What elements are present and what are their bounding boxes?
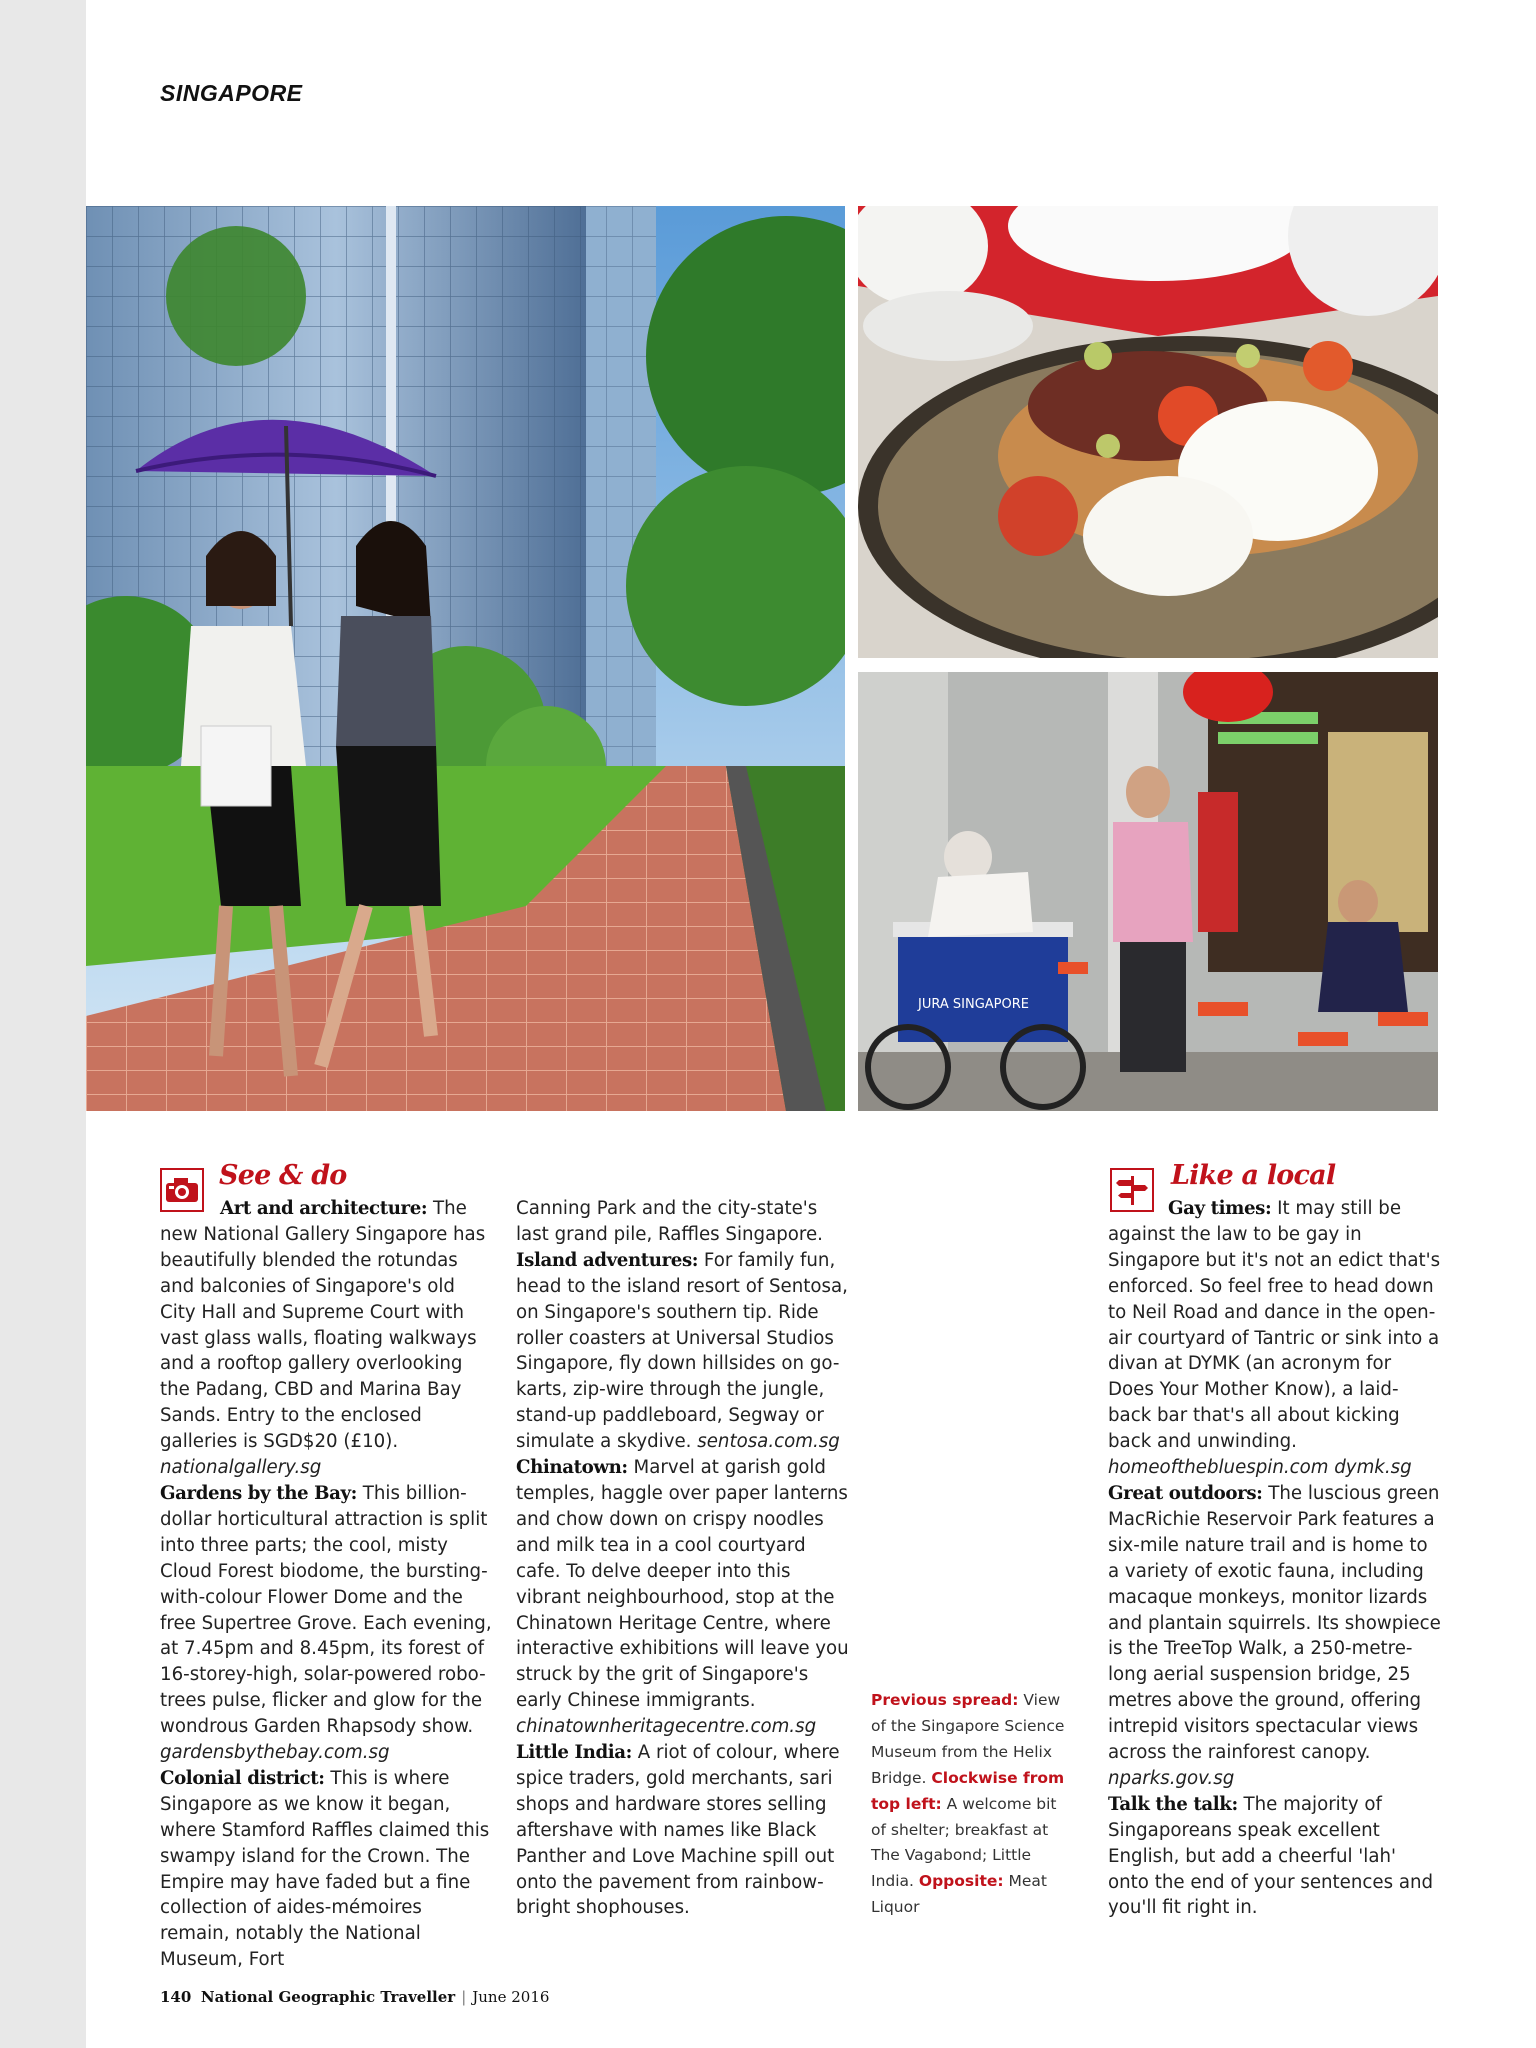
paragraph-talk-talk: Talk the talk: The majority of Singaporeans speak excellent English, but add a cheerful 'lah' onto the end of your sentences and you'll fit right in. — [1108, 1793, 1434, 1919]
footer-separator: | — [461, 1988, 467, 2006]
section-label: SINGAPORE — [160, 80, 303, 106]
paragraph-great-outdoors: Great outdoors: The luscious green MacRichie Reservoir Park features a six-mile nature trail and is home to a variety of exotic fauna, including macaque monkeys, monitor lizards and plantain squirrels. Its showpiece is the TreeTop Walk, a 250-metre-long aerial suspension bridge, 25 metres above the ground, offering intrepid visitors spectacular views across the rainforest canopy. nparks.gov.sg — [1108, 1482, 1441, 1789]
colonial-continued: Canning Park and the city-state's last grand pile, Raffles Singapore. — [516, 1198, 823, 1245]
paragraph-colonial-continued — [516, 1196, 851, 1248]
photo-little-india — [858, 672, 1438, 1111]
paragraph-chinatown: Chinatown: Marvel at garish gold temples, haggle over paper lanterns and chow down on crispy noodles and milk tea in a cool courtyard cafe. To delve deeper into this vibrant neighbourhood, stop at the Chinatown Heritage Centre, where interactive exhibitions will leave you struck by the grit of Singapore's early Chinese immigrants. chinatownheritagecentre.com.sg — [516, 1457, 849, 1738]
page-footer — [160, 1988, 549, 2006]
photo-caption: Previous spread: View of the Singapore Science Museum from the Helix Bridge. Clockwise from top left: A welcome bit of shelter; breakfast at The Vagabond; Little India. Opposite: Meat Liquor — [871, 1691, 1065, 1917]
paragraph-little-india: Little India: A riot of colour, where spice traders, gold merchants, sari shops and hardware stores selling aftershave with names like Black Panther and Love Machine spill out onto the pavement from rainbow-bright shophouses. — [516, 1742, 840, 1919]
publication-name: National Geographic Traveller — [200, 1988, 456, 2006]
link[interactable]: sentosa.com.sg — [697, 1431, 840, 1453]
photo-umbrella-walk — [86, 206, 845, 1111]
paragraph-art-architecture: Art and architecture: The new National Gallery Singapore has beautifully blended the rotundas and balconies of Singapore's old City Hall and Supreme Court with vast glass walls, floating walkways and a rooftop gallery overlooking the Padang, CBD and Marina Bay Sands. Entry to the enclosed galleries is SGD$20 (£10). nationalgallery.sg — [160, 1198, 486, 1479]
see-do-column-2 — [516, 1196, 851, 1921]
link[interactable]: chinatownheritagecentre.com.sg — [516, 1716, 817, 1738]
link[interactable]: gardensbythebay.com.sg — [160, 1742, 390, 1764]
link[interactable]: nationalgallery.sg — [160, 1457, 322, 1479]
page-number: 140 — [160, 1988, 192, 2006]
paragraph-island-adventures: Island adventures: For family fun, head to the island resort of Sentosa, on Singapore's southern tip. Ride roller coasters at Universal Studios Singapore, fly down hillsides on go-karts, zip-wire through the jungle, stand-up paddleboard, Segway or simulate a skydive. sentosa.com.sg — [516, 1249, 848, 1453]
colonial-body: This is where Singapore as we know it began, where Stamford Raffles claimed this swampy island for the Crown. The Empire may have faded but a fine collection of aides-mémoires remain, notably the National Museum, Fort — [160, 1767, 490, 1971]
see-do-column-1 — [160, 1196, 495, 1973]
paragraph-gardens-bay: Gardens by the Bay: This billion-dollar horticultural attraction is split into three parts; the cool, misty Cloud Forest biodome, the bursting-with-colour Flower Dome and the free Supertree Grove. Each evening, at 7.45pm and 8.45pm, its forest of 16-storey-high, solar-powered robo-trees pulse, flicker and glow for the wondrous Garden Rhapsody show. gardensbythebay.com.sg — [160, 1482, 492, 1764]
issue-date: June 2016 — [472, 1988, 550, 2006]
link[interactable]: nparks.gov.sg — [1108, 1767, 1235, 1789]
paragraph-colonial-district: Colonial district: This is where Singapore as we know it began, where Stamford Raffles claimed this swampy island for the Crown. The Empire may have faded but a fine collection of aides-mémoires remain, notably the National Museum, Fort — [160, 1767, 490, 1971]
cart-sign: JURA SINGAPORE — [918, 997, 1029, 1012]
link[interactable]: homeofthebluespin.com dymk.sg — [1108, 1457, 1412, 1479]
like-local-heading: Like a local — [1171, 1160, 1336, 1191]
see-do-heading: See & do — [219, 1160, 347, 1191]
photo-breakfast — [858, 206, 1438, 658]
paragraph-gay-times: Gay times: It may still be against the law to be gay in Singapore but it's not an edict that's enforced. So feel free to head down to Neil Road and dance in the open-air courtyard of Tantric or sink into a divan at DYMK (an acronym for Does Your Mother Know), a laid-back bar that's all about kicking back and unwinding. homeofthebluespin.com dymk.sg — [1108, 1198, 1441, 1479]
like-local-column — [1108, 1196, 1441, 1921]
